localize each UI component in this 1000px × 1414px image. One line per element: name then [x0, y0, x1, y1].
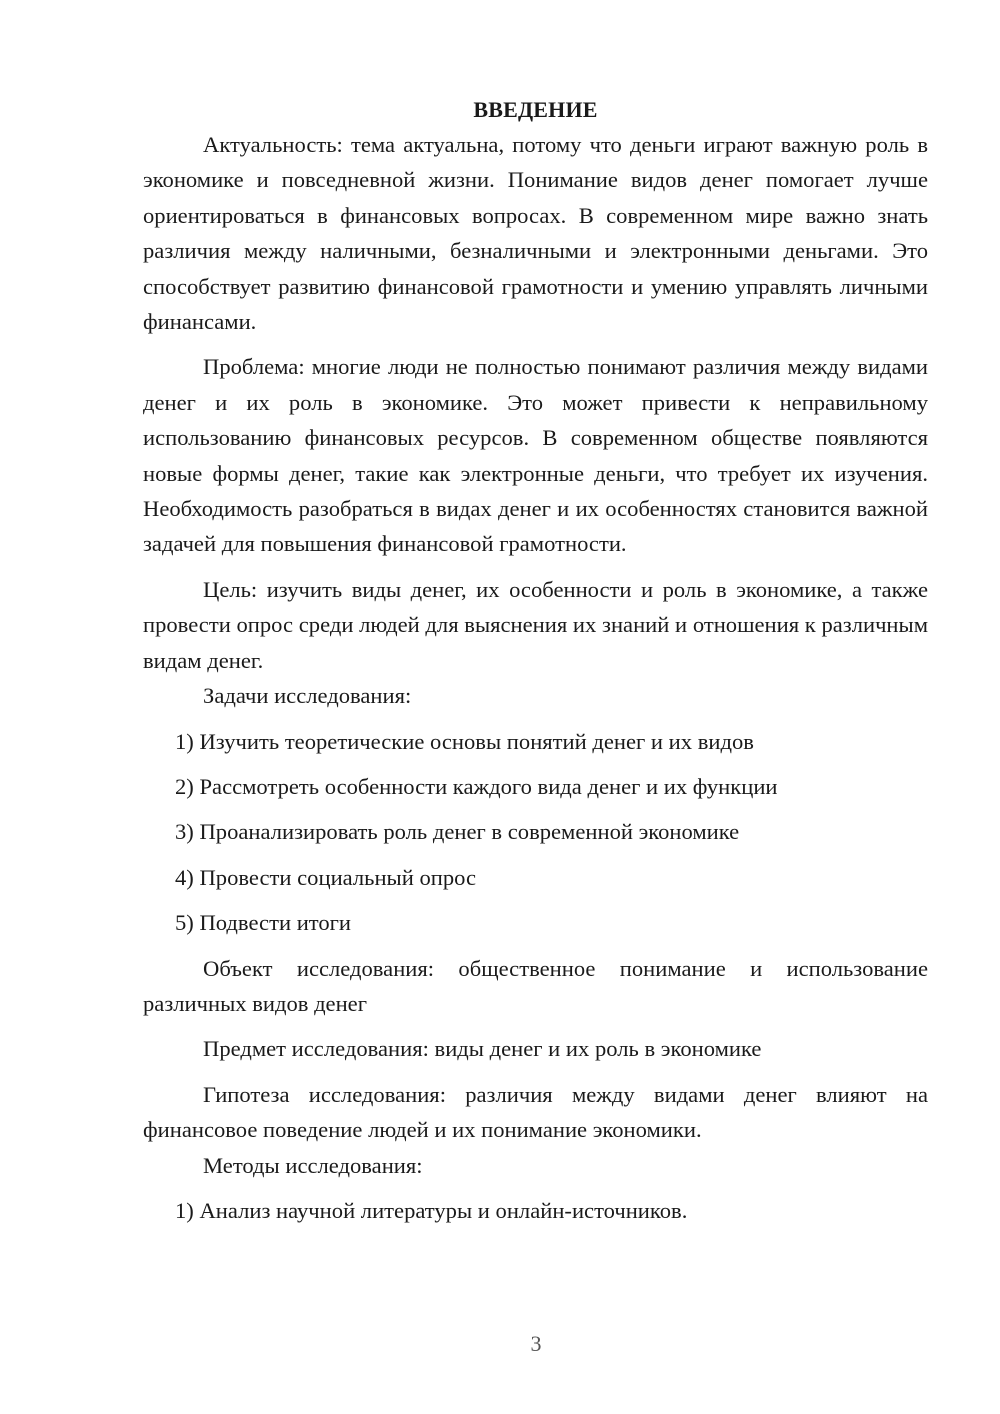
paragraph-object: Объект исследования: общественное понимание и использование различных видов денег: [143, 955, 928, 1016]
list-item: 5) Подвести итоги: [175, 910, 352, 936]
list-item: 1) Изучить теоретические основы понятий денег и их видов: [175, 728, 754, 754]
list-item: 3) Проанализировать роль денег в современной экономике: [175, 819, 740, 845]
list-item: 1) Анализ научной литературы и онлайн-источников.: [175, 1197, 688, 1223]
paragraph-goal: Цель: изучить виды денег, их особенности и роль в экономике, а также провести опрос среди людей для выяснения их знаний и отношения к различным видам денег.: [143, 576, 928, 673]
paragraph-subject: Предмет исследования: виды денег и их роль в экономике: [203, 1036, 762, 1062]
page-number: 3: [530, 1331, 542, 1356]
paragraph-problem: Проблема: многие люди не полностью понимают различия между видами денег и их роль в экономике. Это может привести к неправильному использованию финансовых ресурсов. В современном обществе появляются новые формы денег, такие как электронные деньги, что требует их изучения. Необходимость разобраться в видах денег и их особенностях становится важной задачей для повышения финансовой грамотности.: [143, 354, 928, 557]
methods-list: [143, 1193, 928, 1228]
paragraph-relevance: Актуальность: тема актуальна, потому что деньги играют важную роль в экономике и повседневной жизни. Понимание видов денег помогает лучше ориентироваться в финансовых вопросах. В современном мире важно знать различия между наличными, безналичными и электронными деньгами. Это способствует развитию финансовой грамотности и умению управлять личными финансами.: [143, 132, 928, 335]
methods-heading: Методы исследования:: [203, 1152, 423, 1178]
tasks-list: [143, 724, 928, 941]
paragraph-hypothesis: Гипотеза исследования: различия между видами денег влияют на финансовое поведение людей и их понимание экономики.: [143, 1081, 928, 1143]
list-item: 2) Рассмотреть особенности каждого вида денег и их функции: [175, 773, 778, 799]
document-page: [143, 92, 928, 1228]
tasks-heading: Задачи исследования:: [203, 683, 412, 709]
section-title: ВВЕДЕНИЕ: [473, 97, 598, 122]
list-item: 4) Провести социальный опрос: [175, 864, 477, 890]
